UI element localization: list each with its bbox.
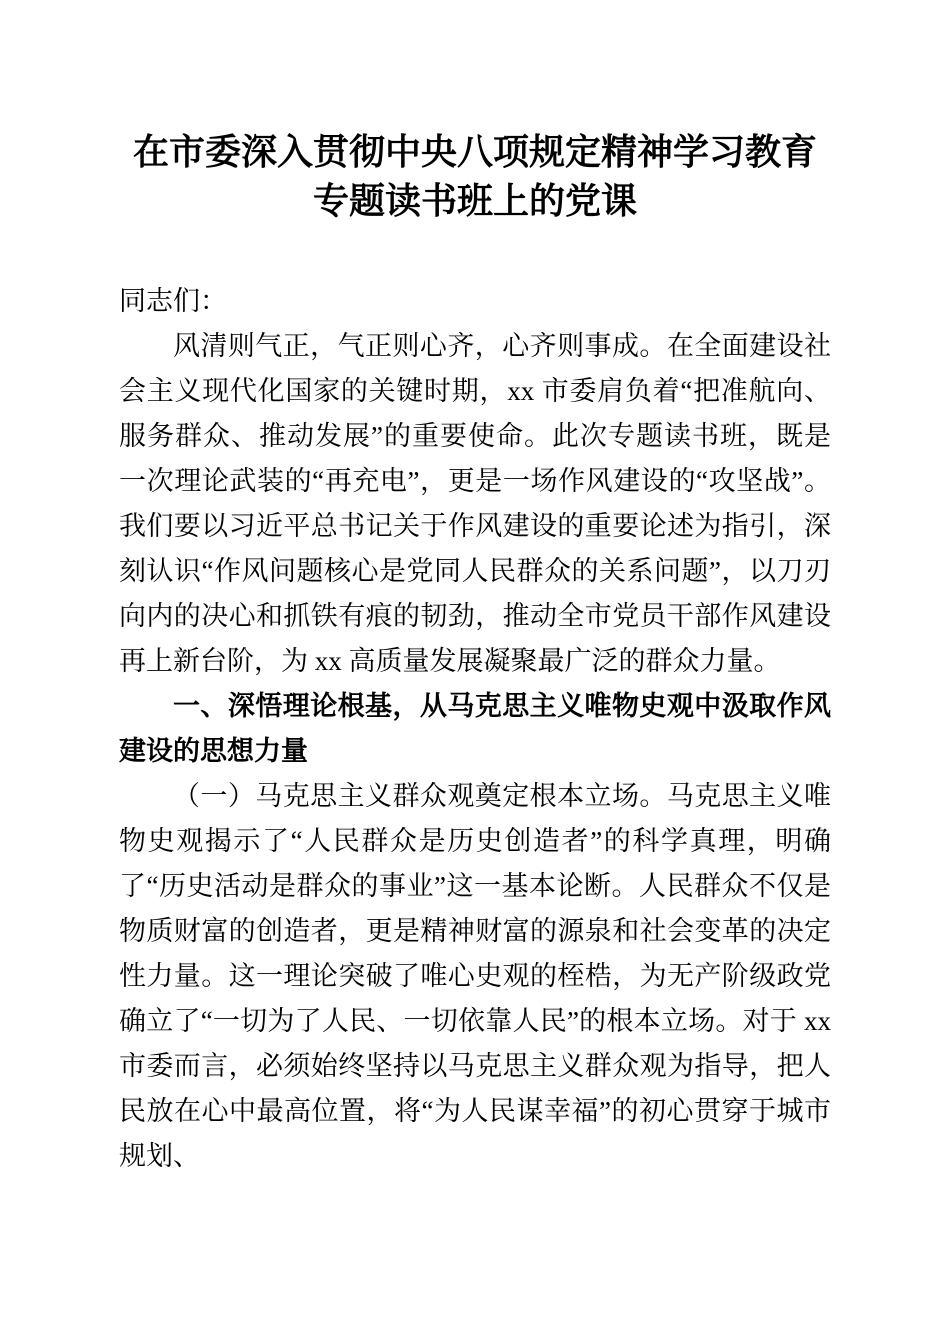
section-1-heading: 一、深悟理论根基，从马克思主义唯物史观中汲取作风建设的思想力量 bbox=[119, 691, 831, 766]
intro-paragraph: 风清则气正，气正则心齐，心齐则事成。在全面建设社会主义现代化国家的关键时期，xx 市委肩负着“把准航向、服务群众、推动发展”的重要使命。此次专题读书班，既是一次理论武装的“再充电”，更是一场作风建设的“攻坚战”。我们要以习近平总书记关于作风建设的重要论述为指引，深刻认识“作风问题核心是党同人民群众的关系问题”，以刀刃向内的决心和抓铁有痕的韧劲，推动全市党员干部作风建设再上新台阶，为 xx 高质量发展凝聚最广泛的群众力量。 bbox=[119, 331, 831, 676]
document-title: 在市委深入贯彻中央八项规定精神学习教育专题读书班上的党课 bbox=[132, 132, 817, 221]
subsection-1-paragraph bbox=[119, 774, 831, 1179]
document-body bbox=[119, 279, 831, 1179]
subsection-1-lead: （一）马克思主义群众观奠定根本立场。 bbox=[173, 781, 667, 811]
salutation: 同志们： bbox=[119, 286, 227, 316]
subsection-1-text: 马克思主义唯物史观揭示了“人民群众是历史创造者”的科学真理，明确了“历史活动是群众的事业”这一基本论断。人民群众不仅是物质财富的创造者，更是精神财富的源泉和社会变革的决定性力量。这一理论突破了唯心史观的桎梏，为无产阶级政党确立了“一切为了人民、一切依靠人民”的根本立场。对于 xx 市委而言，必须始终坚持以马克思主义群众观为指导，把人民放在心中最高位置，将“为人民谋幸福”的初心贯穿于城市规划、 bbox=[119, 781, 832, 1171]
